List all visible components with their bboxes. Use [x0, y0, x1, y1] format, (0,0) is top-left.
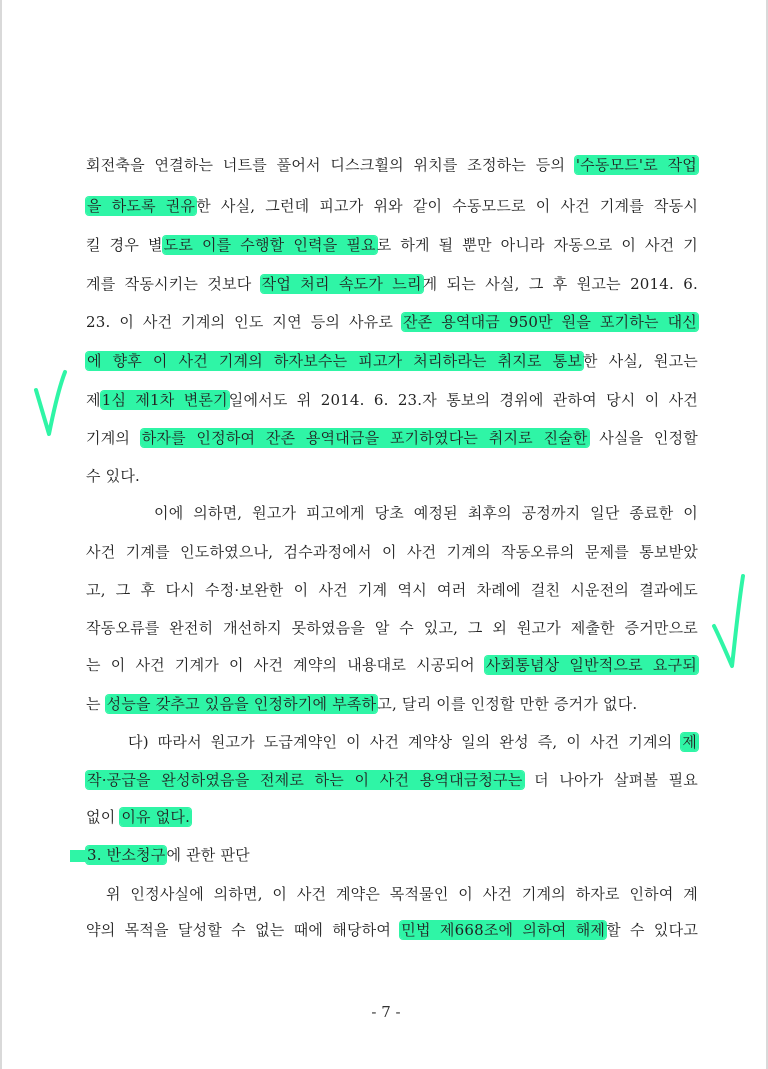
highlight: 성능을 갖추고 있음을 인정하기에 부족하 [106, 695, 377, 713]
text-line: 위 인정사실에 의하면, 이 사건 계약은 목적물인 이 사건 기계의 하자로 인하여 계 [106, 885, 698, 903]
highlight: 3. 반소청구 [87, 846, 166, 864]
section-heading: 3. 반소청구에 관한 판단 [87, 846, 250, 864]
text-line: 는 성능을 갖추고 있음을 인정하기에 부족하고, 달리 이를 인정할 만한 증거가 없다. [86, 695, 638, 713]
checkmark-icon [32, 368, 72, 440]
highlight: 민법 제668조에 의하여 해제 [401, 921, 606, 939]
text-line: 23. 이 사건 기계의 인도 지연 등의 사유로 잔존 용역대금 950만 원을 포기하는 대신 [86, 313, 697, 331]
highlight: 을 하도록 권유 [87, 197, 196, 215]
text-line: 사건 기계를 인도하였으나, 검수과정에서 이 사건 기계의 작동오류의 문제를 통보받았 [86, 543, 698, 561]
text-line: 작·공급을 완성하였음을 전제로 하는 이 사건 용역대금청구는 더 나아가 살펴볼 필요 [87, 771, 698, 789]
text-line: 기계의 하자를 인정하여 잔존 용역대금을 포기하였다는 취지로 진술한 사실을 인정할 [86, 429, 698, 447]
highlight: 에 향후 이 사건 기계의 하자보수는 피고가 처리하라는 취지로 통보 [87, 352, 583, 370]
text-line: 없이 이유 없다. [86, 808, 191, 826]
page-number: - 7 - [371, 1003, 401, 1021]
text-line: 제1심 제1차 변론기일에서도 위 2014. 6. 23.자 통보의 경위에 관하여 당시 이 사건 [86, 391, 698, 409]
text-line: 고, 그 후 다시 수정·보완한 이 사건 기계 역시 여러 차례에 걸친 시운전의 결과에도 [86, 581, 698, 599]
text-line: 는 이 사건 기계가 이 사건 계약의 내용대로 시공되어 사회통념상 일반적으로 요구되 [86, 656, 697, 674]
text-line: 이에 의하면, 원고가 피고에게 당초 예정된 최후의 공정까지 일단 종료한 이 [154, 504, 698, 522]
highlight: 사회통념상 일반적으로 요구되 [485, 656, 697, 674]
text-line: 을 하도록 권유한 사실, 그런데 피고가 위와 같이 수동모드로 이 사건 기계를 작동시 [87, 197, 699, 215]
highlight-mark [70, 850, 86, 862]
text-line: 회전축을 연결하는 너트를 풀어서 디스크휠의 위치를 조정하는 등의 '수동모드'로 작업 [86, 156, 697, 174]
text-line: 작동오류를 완전히 개선하지 못하였음을 알 수 있고, 그 외 원고가 제출한 증거만으로 [86, 619, 698, 637]
highlight: 작업 처리 속도가 느리 [261, 275, 422, 293]
text-line: 약의 목적을 달성할 수 없는 때에 해당하여 민법 제668조에 의하여 해제할 수 있다고 [86, 921, 699, 939]
highlight: 도로 이를 수행할 인력을 필요 [163, 236, 376, 254]
highlight: 잔존 용역대금 950만 원을 포기하는 대신 [402, 313, 697, 331]
text-line: 킬 경우 별도로 이를 수행할 인력을 필요로 하게 될 뿐만 아니라 자동으로 이 사건 기 [86, 236, 698, 254]
highlight: '수동모드'로 작업 [575, 156, 697, 174]
text-line: 계를 작동시키는 것보다 작업 처리 속도가 느리게 되는 사실, 그 후 원고는 2014. 6. [86, 275, 698, 293]
highlight: 하자를 인정하여 잔존 용역대금을 포기하였다는 취지로 진술한 [141, 429, 588, 447]
text-line: 수 있다. [86, 467, 141, 485]
checkmark-icon [710, 570, 750, 670]
highlight: 1심 제1차 변론기 [101, 391, 228, 409]
highlight: 작·공급을 완성하였음을 전제로 하는 이 사건 용역대금청구는 [87, 771, 523, 789]
text-line: 다) 따라서 원고가 도급계약인 이 사건 계약상 일의 완성 즉, 이 사건 기계의 제 [128, 733, 697, 751]
text-line: 에 향후 이 사건 기계의 하자보수는 피고가 처리하라는 취지로 통보한 사실, 원고는 [87, 352, 698, 370]
highlight: 이유 없다. [121, 808, 191, 826]
highlight: 제 [682, 733, 697, 751]
